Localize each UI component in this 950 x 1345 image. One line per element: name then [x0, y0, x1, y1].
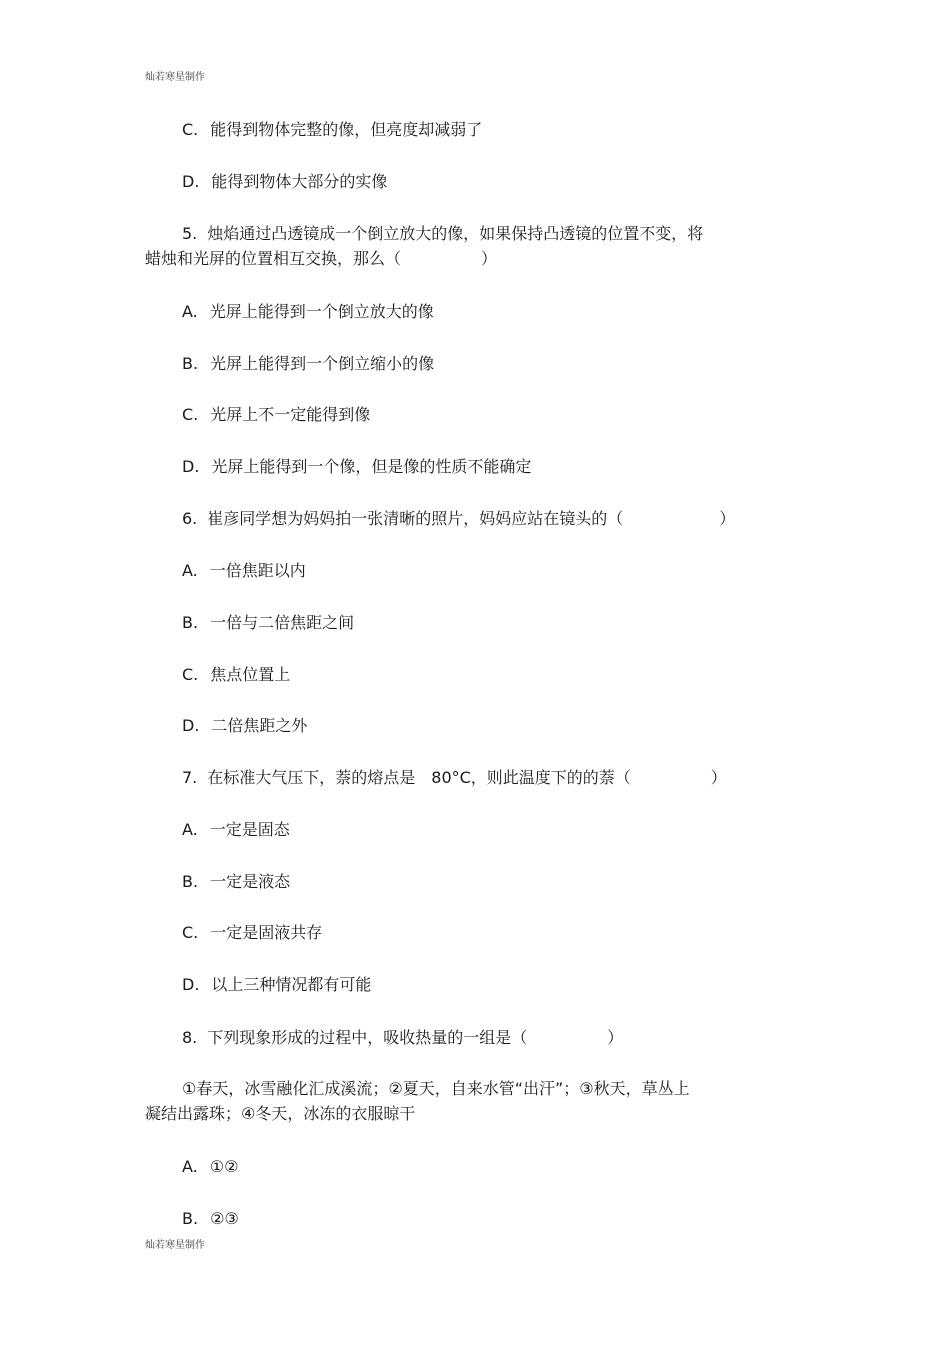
option-text: 能得到物体完整的像，但亮度却减弱了	[210, 120, 483, 139]
option-label: C.	[182, 923, 199, 942]
question-text: 下列现象形成的过程中，吸收热量的一组是（ ）	[207, 1028, 624, 1047]
option-label: D.	[182, 716, 200, 735]
q8-option-b	[182, 1207, 239, 1231]
option-text: 一倍焦距以内	[209, 561, 306, 580]
header-watermark: 灿若寒星制作	[145, 72, 205, 83]
option-text: 以上三种情况都有可能	[211, 975, 372, 994]
q5-option-c	[182, 403, 370, 427]
q5-option-a	[182, 300, 434, 324]
q8-context-line1: ①春天，冰雪融化汇成溪流；②夏天，自来水管“出汗”；③秋天，草丛上	[182, 1079, 690, 1098]
q4-option-c	[182, 118, 482, 142]
option-label: C.	[182, 405, 199, 424]
option-text: 一倍与二倍焦距之间	[210, 613, 355, 632]
q5-stem-line2: 蜡烛和光屏的位置相互交换，那么（ ）	[145, 249, 498, 268]
question-number: 6.	[182, 509, 198, 528]
option-label: A.	[182, 561, 198, 580]
question-number: 8.	[182, 1028, 198, 1047]
question-text: 崔彦同学想为妈妈拍一张清晰的照片，妈妈应站在镜头的（ ）	[207, 509, 736, 528]
option-text: 光屏上能得到一个倒立放大的像	[209, 302, 434, 321]
q5-option-d	[182, 455, 531, 479]
option-text: 光屏上不一定能得到像	[210, 405, 371, 424]
q7-stem	[182, 766, 727, 790]
option-text: 一定是固液共存	[210, 923, 323, 942]
question-text: 在标准大气压下，萘的熔点是 80°C，则此温度下的的萘（ ）	[207, 768, 727, 787]
option-label: D.	[182, 172, 200, 191]
option-label: B.	[182, 872, 199, 891]
q5-stem-line1	[182, 222, 703, 246]
option-label: D.	[182, 975, 200, 994]
option-text: 能得到物体大部分的实像	[211, 172, 388, 191]
q7-option-d	[182, 973, 371, 997]
q7-option-b	[182, 870, 290, 894]
question-number: 7.	[182, 768, 198, 787]
option-label: B.	[182, 1209, 199, 1228]
question-number: 5.	[182, 224, 198, 243]
q8-option-a	[182, 1155, 238, 1179]
q7-option-c	[182, 921, 322, 945]
q6-option-c	[182, 663, 290, 687]
option-text: 一定是液态	[210, 872, 291, 891]
option-label: B.	[182, 613, 199, 632]
q6-option-b	[182, 611, 354, 635]
q4-option-d	[182, 170, 387, 194]
option-label: C.	[182, 665, 199, 684]
option-label: C.	[182, 120, 199, 139]
q6-option-a	[182, 559, 306, 583]
option-text: 一定是固态	[209, 820, 290, 839]
q8-context-line2: 凝结出露珠；④冬天，冰冻的衣服晾干	[145, 1104, 416, 1123]
option-text: 光屏上能得到一个倒立缩小的像	[210, 354, 435, 373]
q7-option-a	[182, 818, 290, 842]
option-text: ①②	[209, 1157, 239, 1176]
option-label: A.	[182, 820, 198, 839]
option-label: A.	[182, 1157, 198, 1176]
q6-option-d	[182, 714, 307, 738]
q5-option-b	[182, 352, 434, 376]
option-label: B.	[182, 354, 199, 373]
option-text: 光屏上能得到一个像，但是像的性质不能确定	[211, 457, 532, 476]
q6-stem	[182, 507, 735, 531]
q8-stem	[182, 1026, 623, 1050]
footer-watermark: 灿若寒星制作	[145, 1240, 205, 1251]
option-label: A.	[182, 302, 198, 321]
option-label: D.	[182, 457, 200, 476]
option-text: 焦点位置上	[210, 665, 291, 684]
question-text: 烛焰通过凸透镜成一个倒立放大的像，如果保持凸透镜的位置不变，将	[207, 224, 704, 243]
option-text: 二倍焦距之外	[211, 716, 308, 735]
option-text: ②③	[210, 1209, 239, 1228]
